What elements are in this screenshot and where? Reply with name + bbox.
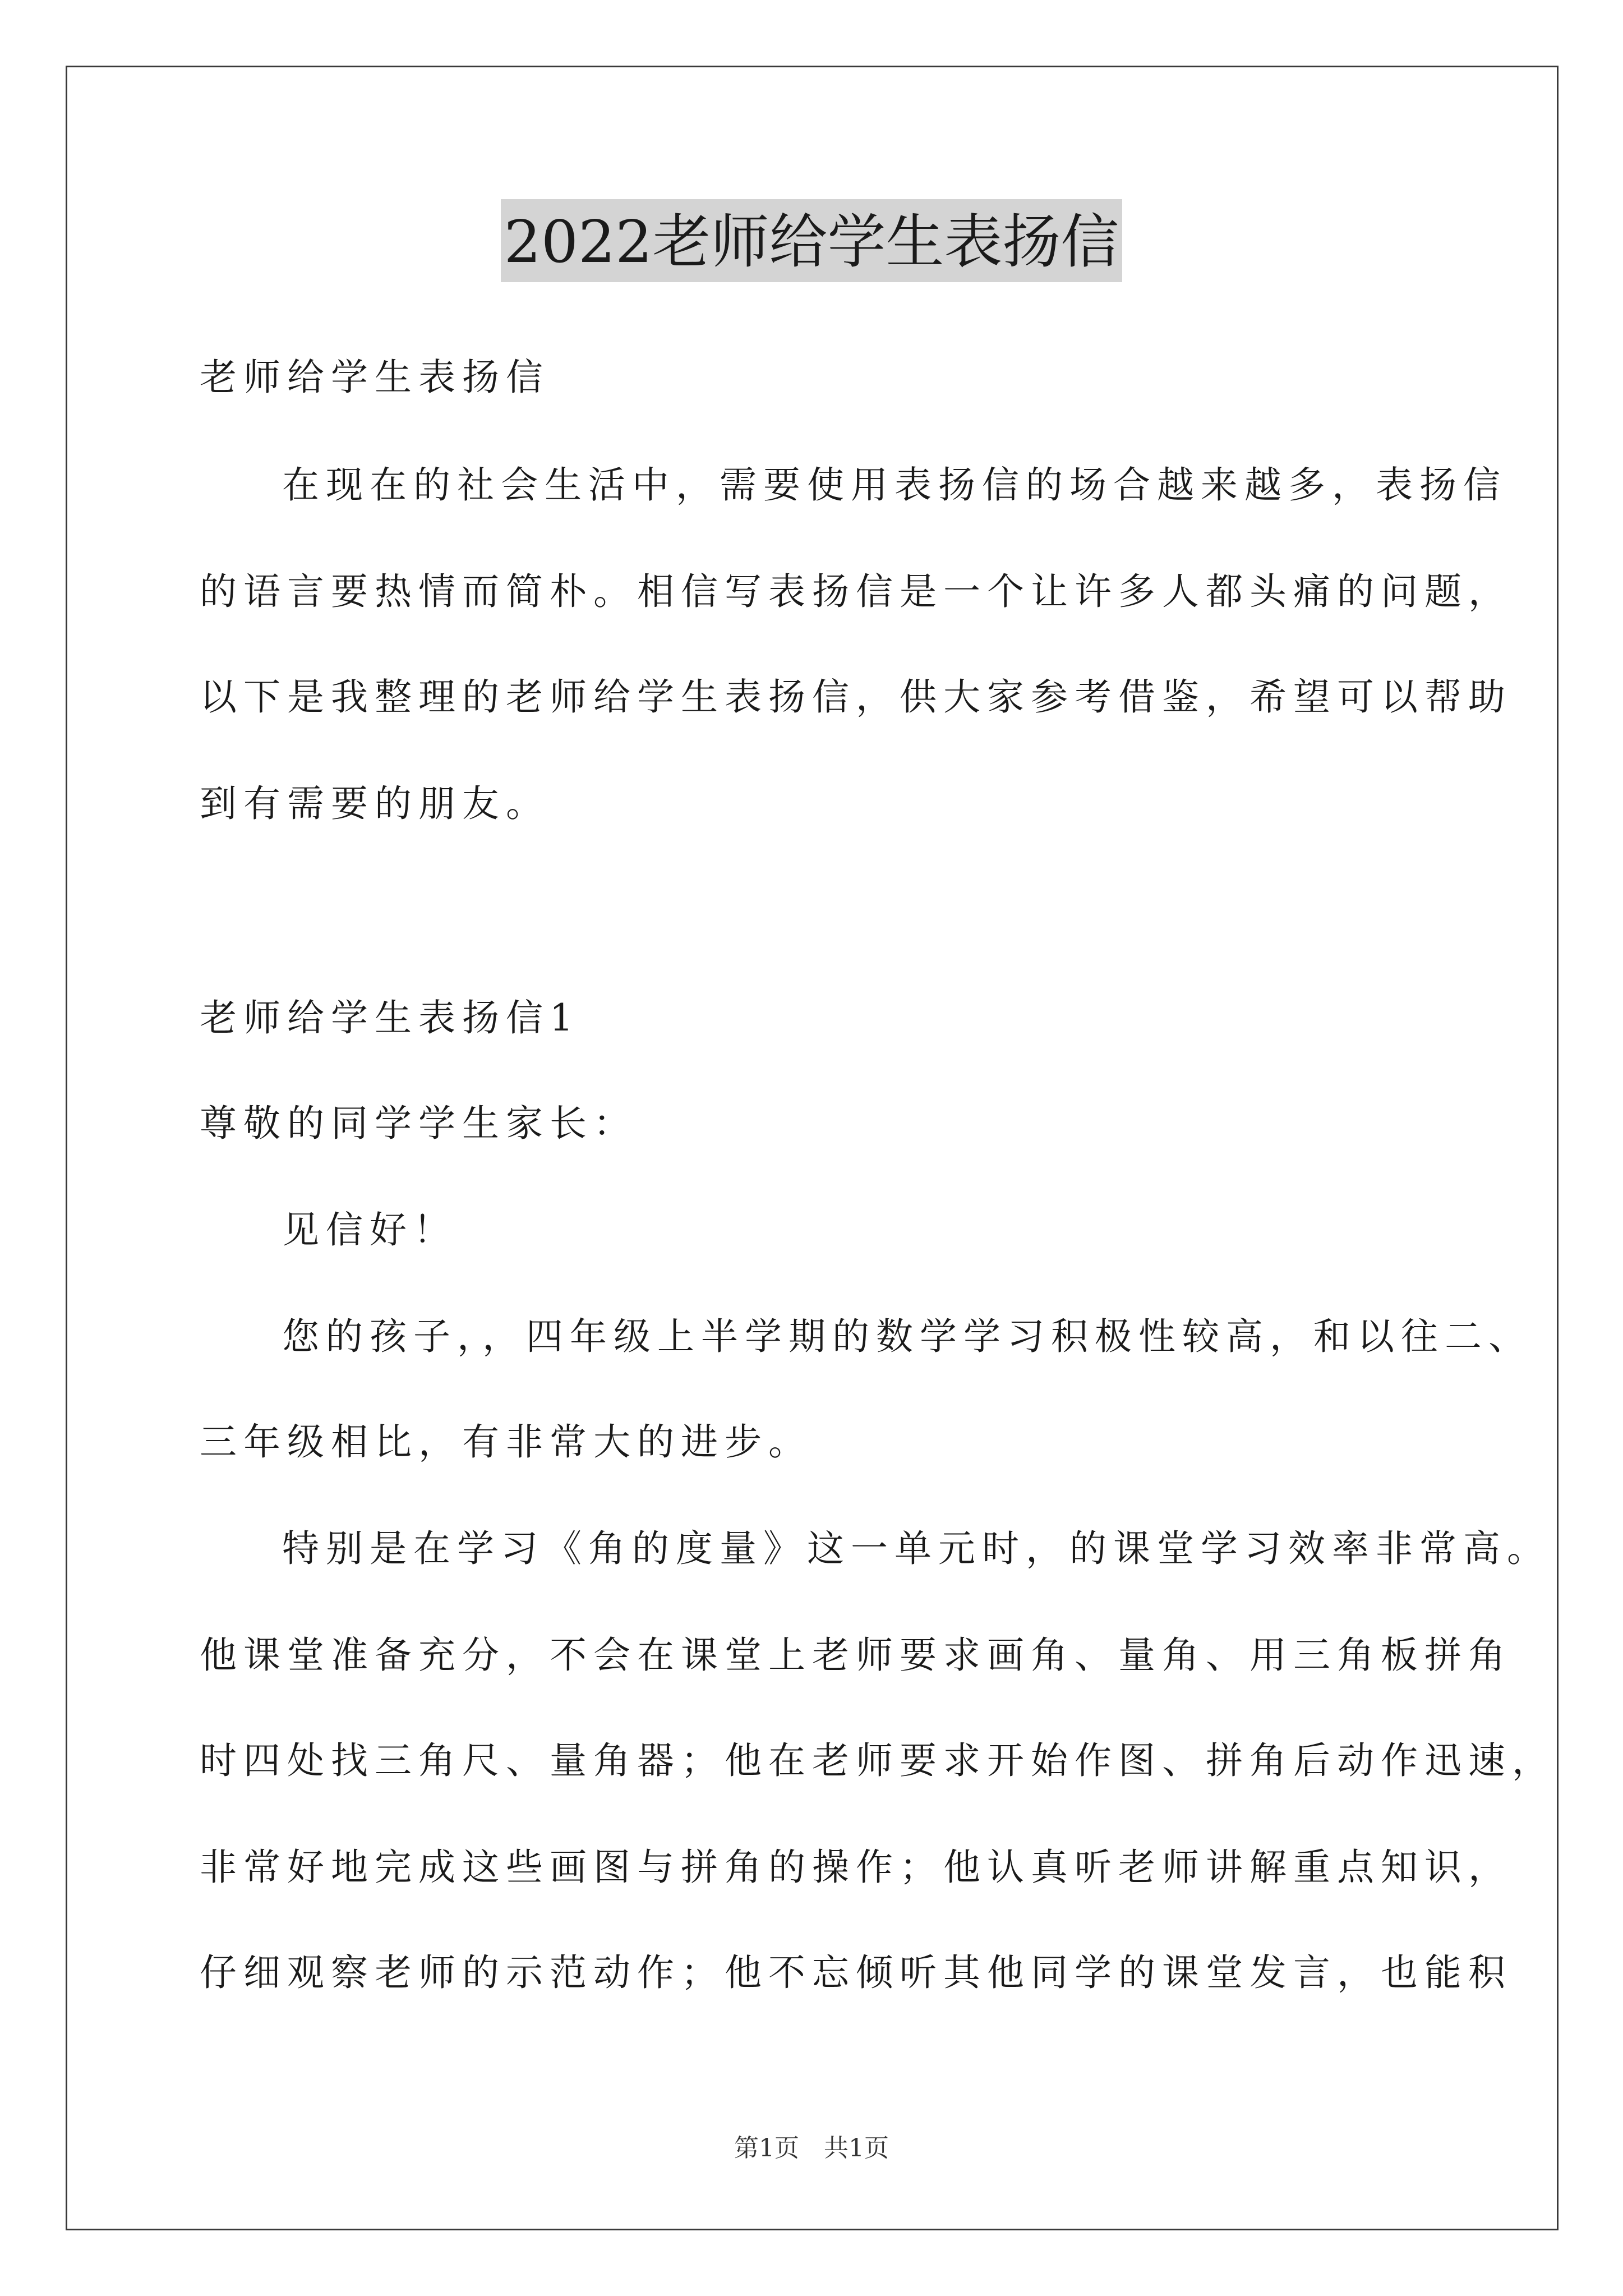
subtitle-line: 老师给学生表扬信 [200, 356, 550, 399]
body-line: 以下是我整理的老师给学生表扬信，供大家参考借鉴，希望可以帮助 [200, 675, 1512, 719]
title-container [0, 199, 1623, 282]
body-line: 他课堂准备充分，不会在课堂上老师要求画角、量角、用三角板拼角 [200, 1634, 1512, 1677]
salutation: 尊敬的同学学生家长： [200, 1102, 637, 1145]
section-heading: 老师给学生表扬信1 [200, 996, 580, 1039]
document-title: 2022老师给学生表扬信 [501, 199, 1123, 282]
body-line: 仔细观察老师的示范动作；他不忘倾听其他同学的课堂发言，也能积 [200, 1951, 1512, 1994]
body-line: 到有需要的朋友。 [200, 782, 550, 825]
body-line: 特别是在学习《角的度量》这一单元时，的课堂学习效率非常高。 [282, 1527, 1551, 1570]
body-line: 在现在的社会生活中，需要使用表扬信的场合越来越多，表扬信 [282, 463, 1507, 507]
greeting: 见信好！ [282, 1208, 457, 1251]
page-footer: 第1页 共1页 [734, 2134, 889, 2162]
body-line: 非常好地完成这些画图与拼角的操作；他认真听老师讲解重点知识， [200, 1846, 1512, 1889]
body-line: 您的孩子，，四年级上半学期的数学学习积极性较高，和以往二、 [282, 1315, 1532, 1358]
body-line: 时四处找三角尺、量角器；他在老师要求开始作图、拼角后动作迅速， [200, 1739, 1556, 1782]
body-line: 的语言要热情而简朴。相信写表扬信是一个让许多人都头痛的问题， [200, 570, 1512, 613]
body-line: 三年级相比，有非常大的进步。 [200, 1420, 812, 1464]
